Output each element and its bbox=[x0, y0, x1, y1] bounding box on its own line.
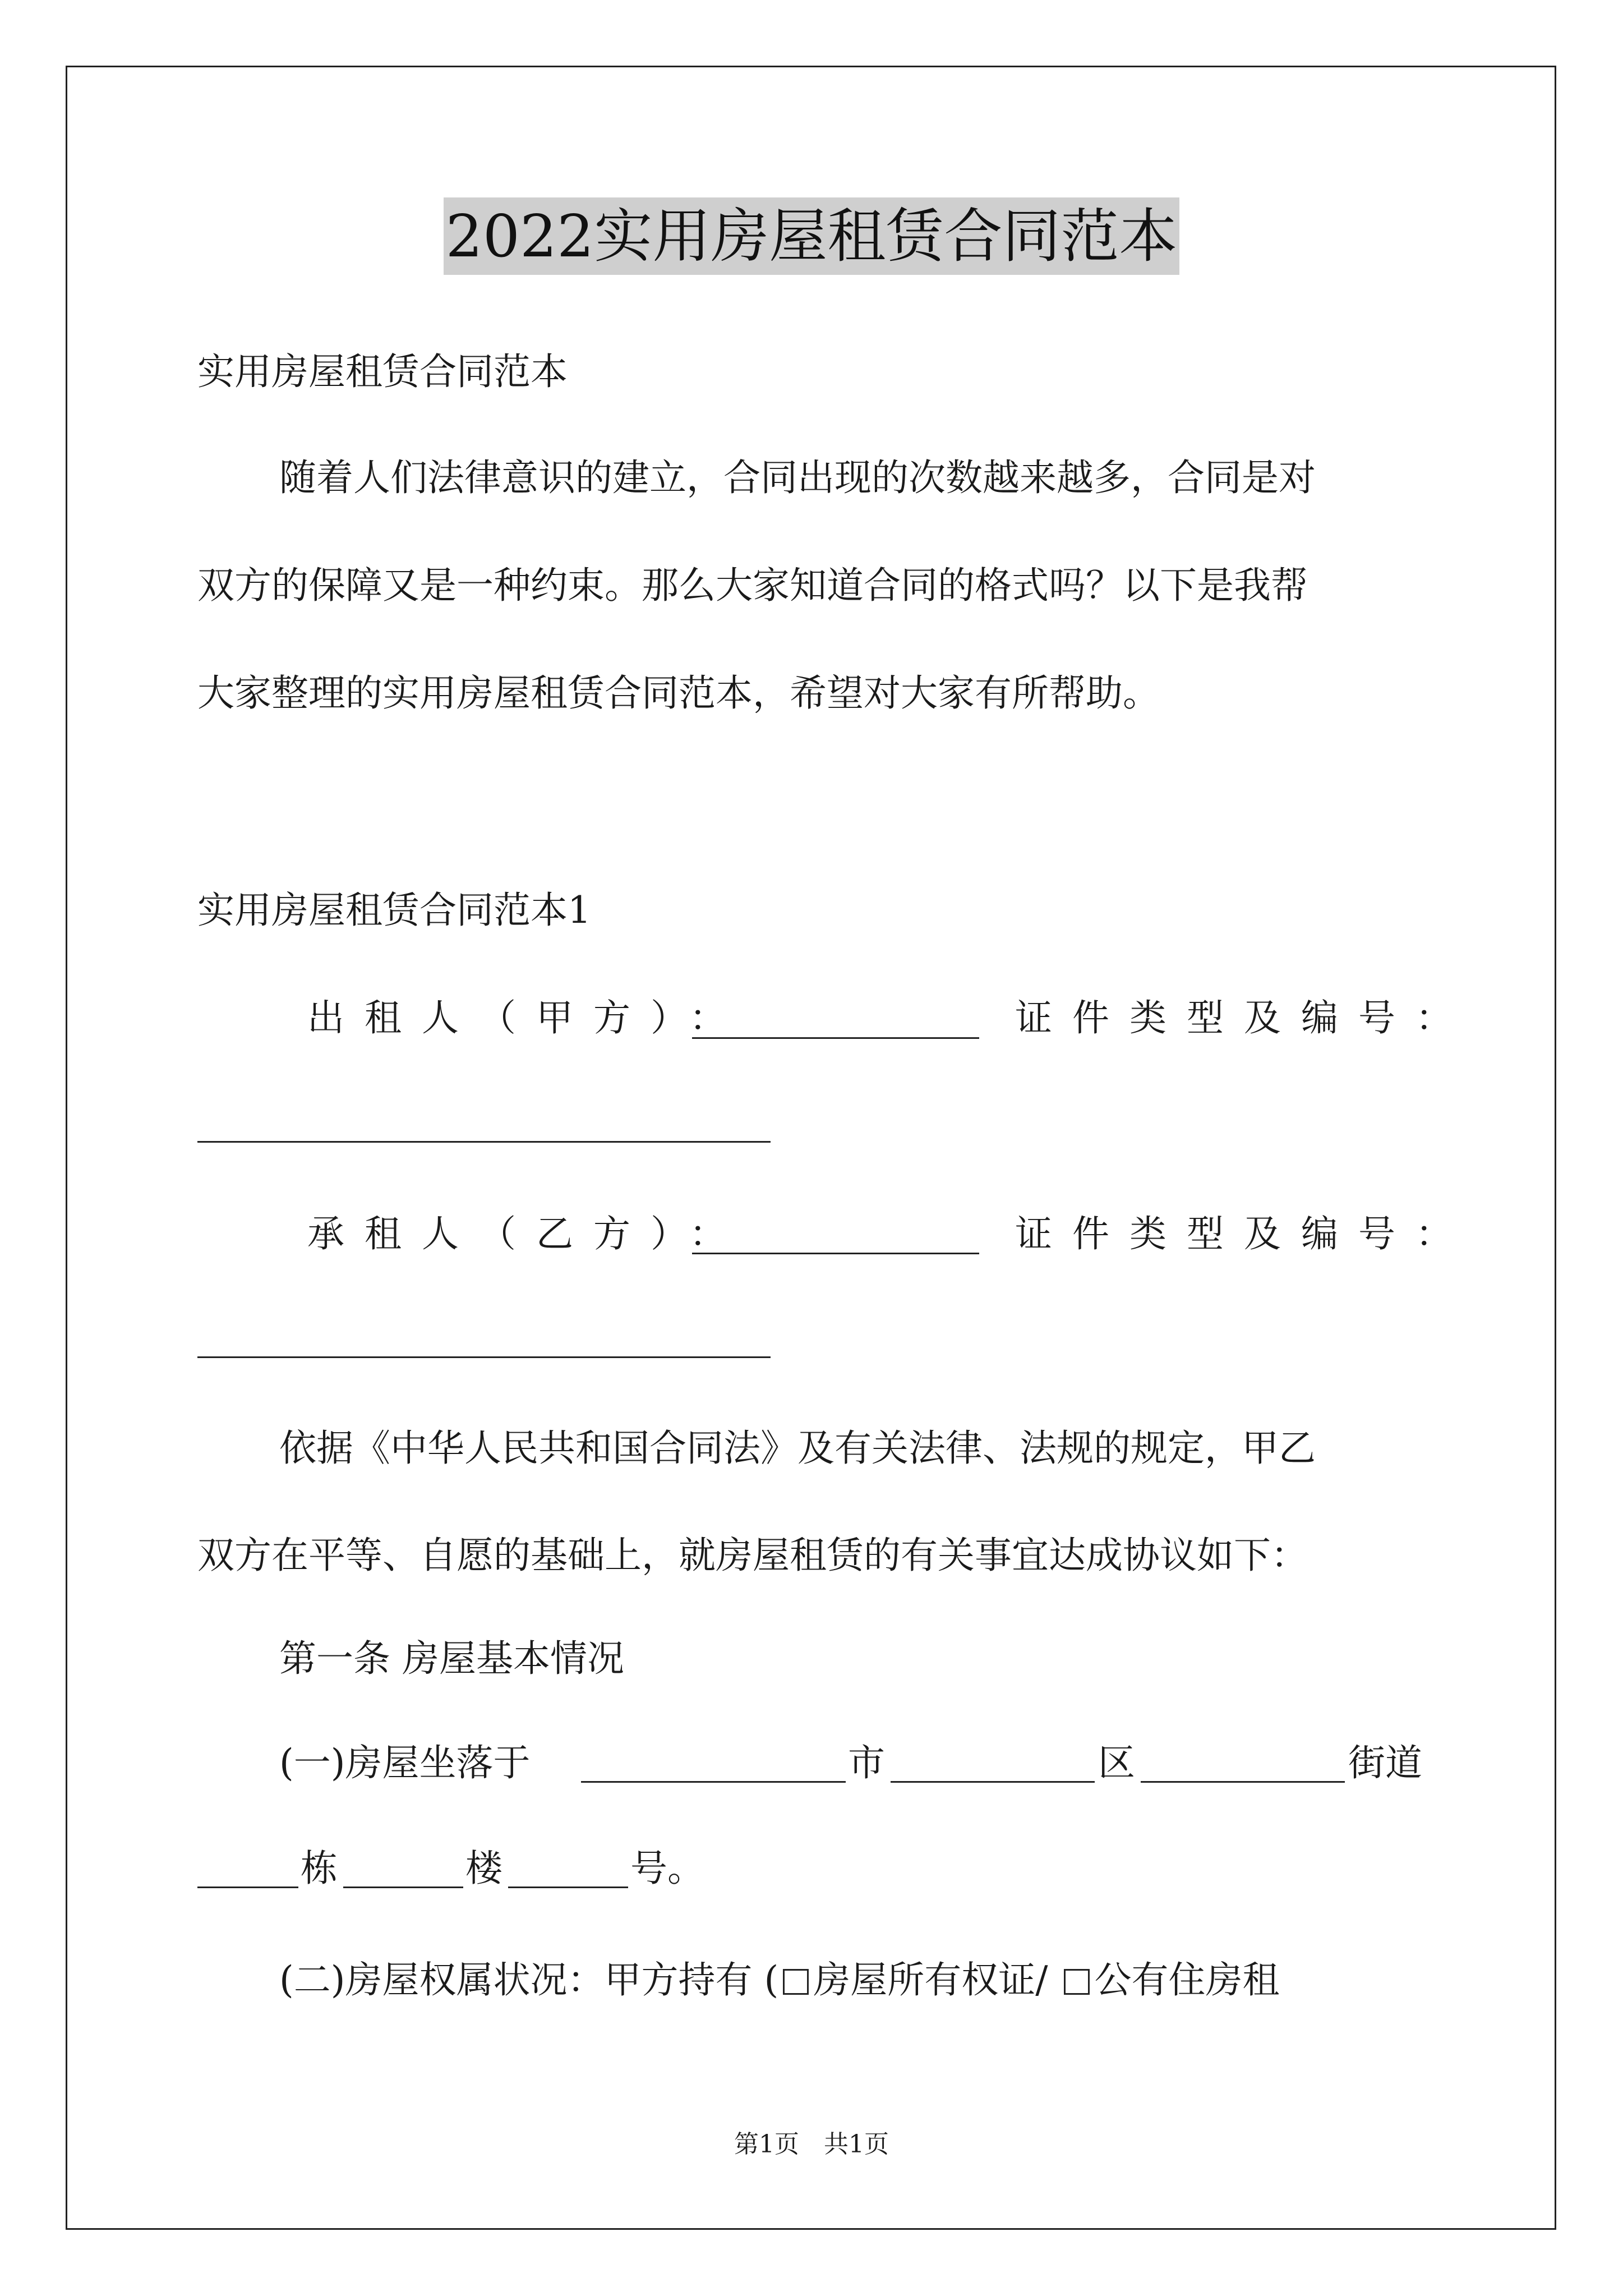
lessee-name-blank bbox=[692, 1253, 979, 1254]
intro-line-2: 双方的保障又是一种约束。那么大家知道合同的格式吗？以下是我帮 bbox=[197, 564, 1308, 607]
lessor-id-label: 证件类型及编号： bbox=[1015, 996, 1473, 1039]
address-prefix: (一)房屋坐落于 bbox=[279, 1741, 531, 1784]
lessee-id-label: 证件类型及编号： bbox=[1015, 1212, 1473, 1255]
address-city: 市 bbox=[848, 1741, 885, 1784]
address-floor: 楼 bbox=[465, 1847, 502, 1890]
address-city-blank bbox=[581, 1781, 846, 1783]
lessor-name-blank bbox=[692, 1037, 979, 1039]
document-title: 2022实用房屋租赁合同范本 bbox=[444, 197, 1180, 275]
section-heading: 实用房屋租赁合同范本1 bbox=[197, 889, 591, 932]
address-number: 号。 bbox=[630, 1847, 704, 1890]
ownership-prefix: (二)房屋权属状况：甲方持有 ( bbox=[279, 1958, 779, 2001]
lessee-id-blank bbox=[197, 1356, 771, 1358]
intro-line-3: 大家整理的实用房屋租赁合同范本，希望对大家有所帮助。 bbox=[197, 671, 1160, 715]
address-district-blank bbox=[891, 1781, 1095, 1783]
address-number-blank bbox=[508, 1887, 628, 1888]
page-footer: 第1页 共1页 bbox=[734, 2130, 889, 2159]
ownership-line bbox=[279, 1958, 1279, 2003]
intro-line-1: 随着人们法律意识的建立，合同出现的次数越来越多，合同是对 bbox=[279, 456, 1316, 499]
document-subtitle: 实用房屋租赁合同范本 bbox=[197, 350, 568, 393]
basis-line-2: 双方在平等、自愿的基础上，就房屋租赁的有关事宜达成协议如下： bbox=[197, 1534, 1308, 1577]
lessor-label: 出租人（甲方）： bbox=[307, 996, 746, 1039]
lessor-id-blank bbox=[197, 1141, 771, 1143]
address-building: 栋 bbox=[301, 1847, 338, 1890]
ownership-certificate-checkbox[interactable] bbox=[783, 1969, 809, 1995]
address-district: 区 bbox=[1098, 1741, 1135, 1784]
ownership-option-1: 房屋所有权证/ bbox=[813, 1958, 1060, 2001]
address-building-blank bbox=[197, 1887, 298, 1888]
address-floor-blank bbox=[343, 1887, 463, 1888]
title-wrap bbox=[0, 197, 1623, 275]
address-street: 街道 bbox=[1348, 1741, 1422, 1784]
article1-heading: 第一条 房屋基本情况 bbox=[279, 1637, 624, 1680]
address-street-blank bbox=[1141, 1781, 1345, 1783]
ownership-option-2: 公有住房租 bbox=[1094, 1958, 1280, 2001]
lessee-label: 承租人（乙方）： bbox=[307, 1212, 746, 1255]
basis-line-1: 依据《中华人民共和国合同法》及有关法律、法规的规定，甲乙 bbox=[279, 1427, 1316, 1470]
public-housing-checkbox[interactable] bbox=[1064, 1969, 1090, 1995]
